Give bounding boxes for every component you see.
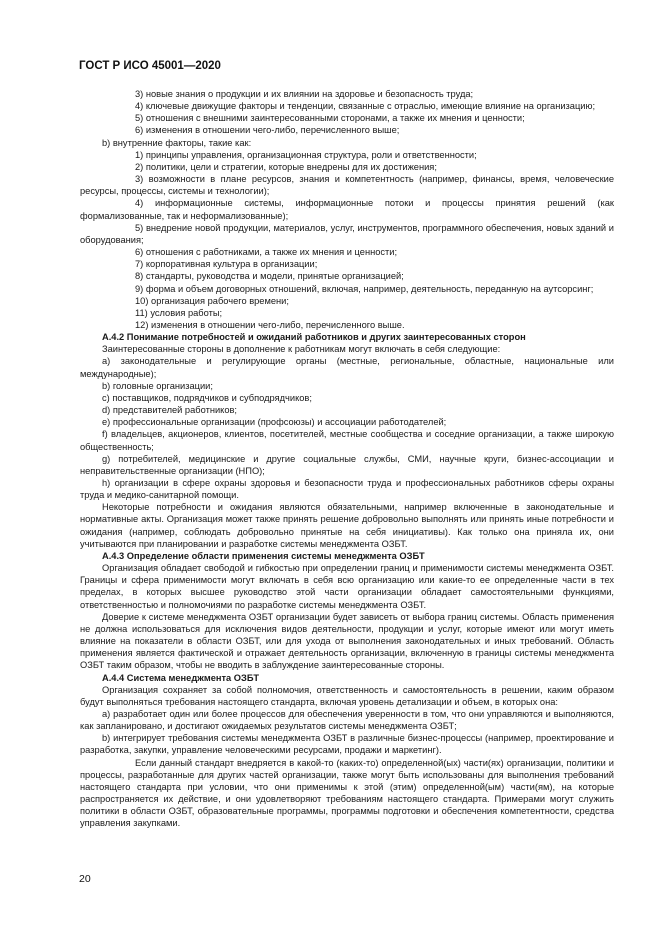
body-paragraph: g) потребителей, медицинские и другие социальные службы, СМИ, научные круги, бизнес-ассоциации и неправительственные организации (НПО); — [80, 453, 614, 476]
body-paragraph: 3) новые знания о продукции и их влиянии на здоровье и безопасность труда; — [135, 89, 474, 99]
body-paragraph: 8) стандарты, руководства и модели, принятые организацией; — [135, 271, 404, 282]
body-paragraph: c) поставщиков, подрядчиков и субподрядчиков; — [102, 392, 312, 403]
body-paragraph: 1) принципы управления, организационная структура, роли и ответственности; — [135, 149, 477, 160]
body-paragraph: 6) отношения с работниками, а также их мнения и ценности; — [135, 247, 398, 258]
body-paragraph: 5) отношения с внешними заинтересованными сторонами, а также их мнения и ценности; — [135, 113, 525, 124]
body-paragraph: b) головные организации; — [102, 380, 213, 391]
body-paragraph: Организация обладает свободой и гибкостью при определении границ и применимости системы менеджмента ОЗБТ. Границы и сфера применимости могут включать в себя всю организацию или какие-то ее определенные части в тех пределах, в которых высшее руководство этой части организации обладает самостоятельными функциями, ответственностью и полномочиями по разработке системы менеджмента ОЗБТ. — [80, 563, 614, 610]
section-heading: A.4.2 Понимание потребностей и ожиданий работников и других заинтересованных сторон — [102, 332, 526, 343]
body-paragraph: a) разработает один или более процессов для обеспечения уверенности в том, что они управляются и выполняются, как запланировано, и достигают ожидаемых результатов системы менеджмента ОЗБТ; — [80, 708, 614, 732]
page-number: 20 — [79, 873, 91, 885]
document-header-code: ГОСТ Р ИСО 45001—2020 — [79, 60, 221, 72]
body-paragraph: 11) условия работы; — [135, 307, 223, 318]
body-paragraph: Доверие к системе менеджмента ОЗБТ организации будет зависеть от выбора границ системы. Область применения не должна использоваться для исключения видов деятельности, продукции и услуг, которые имеют или могут иметь влияние на показатели в области ОЗБТ, или для ухода от выполнения законодательных и иных требований. Область применения является фактической и отражает деятельность организации, включенную в границы системы менеджмента ОЗБТ таким образом, чтобы не вводить в заблуждение заинтересованные стороны. — [80, 611, 614, 671]
body-paragraph: 6) изменения в отношении чего-либо, перечисленного выше; — [135, 125, 400, 136]
body-paragraph: 5) внедрение новой продукции, материалов, услуг, инструментов, программного обеспечения, новых зданий и оборудования; — [80, 222, 614, 245]
body-paragraph: 7) корпоративная культура в организации; — [135, 259, 318, 270]
section-heading: A.4.3 Определение области применения системы менеджмента ОЗБТ — [102, 550, 425, 561]
body-paragraph: Заинтересованные стороны в дополнение к работникам могут включать в себя следующие: — [102, 344, 501, 355]
body-paragraph: 4) ключевые движущие факторы и тенденции, связанные с отраслью, имеющие влияние на организацию; — [135, 101, 596, 112]
document-body — [80, 88, 614, 830]
body-paragraph: 9) форма и объем договорных отношений, включая, например, деятельность, переданную на аутсорсинг; — [135, 283, 594, 294]
section-heading: A.4.4 Система менеджмента ОЗБТ — [102, 672, 259, 683]
body-paragraph: 4) информационные системы, информационные потоки и процессы принятия решений (как формализованные, так и неформализованные); — [80, 198, 614, 221]
body-paragraph: b) внутренние факторы, такие как: — [102, 137, 252, 148]
body-paragraph: h) организации в сфере охраны здоровья и безопасности труда и профессиональных работников сферы охраны труда и медико-санитарной помощи. — [80, 478, 614, 501]
body-paragraph: 3) возможности в плане ресурсов, знания и компетентность (например, финансы, время, человеческие ресурсы, процессы, системы и технологии); — [80, 174, 614, 197]
body-paragraph: b) интегрирует требования системы менеджмента ОЗБТ в различные бизнес-процессы (например, проектирование и разработка, закупки, управление человеческими ресурсами, продажи и маркетинг). — [80, 733, 614, 756]
body-paragraph: e) профессиональные организации (профсоюзы) и ассоциации работодателей; — [102, 417, 447, 428]
body-paragraph: d) представителей работников; — [102, 405, 238, 416]
body-paragraph: a) законодательные и регулирующие органы (местные, региональные, областные, национальные или международные); — [80, 356, 614, 379]
body-paragraph: f) владельцев, акционеров, клиентов, посетителей, местные сообщества и соседние организации, а также широкую общественность; — [80, 429, 614, 452]
body-paragraph: 12) изменения в отношении чего-либо, перечисленного выше. — [135, 319, 405, 330]
body-paragraph: Некоторые потребности и ожидания являются обязательными, например включенные в законодательные и нормативные акты. Организация может также принять решение добровольно выполнять или принять иные потребности и ожидания (например, соблюдать добровольно принятые на себя инициативы). Как только она приняла их, они учитываются при планировании и разработке системы менеджмента ОЗБТ. — [80, 502, 614, 549]
body-paragraph: Если данный стандарт внедряется в какой-то (каких-то) определенной(ых) части(ях) организации, политики и процессы, разработанные для других частей организации, также могут быть использованы для выполнения требований настоящего стандарта при условии, что они применимы к этой (этим) определенной(ым) части(ям), на которые распространяется их действие, и они удовлетворяют требованиям настоящего стандарта. Примерами могут служить политики в области ОЗБТ, образовательные программы, программы подготовки и обеспечения компетентности, средства управления закупками. — [80, 757, 614, 829]
body-paragraph: 10) организация рабочего времени; — [135, 295, 289, 306]
body-paragraph: 2) политики, цели и стратегии, которые внедрены для их достижения; — [135, 161, 437, 172]
body-paragraph: Организация сохраняет за собой полномочия, ответственность и самостоятельность в решении, каким образом будут выполняться требования настоящего стандарта, включая уровень детализации и объем, в которых она: — [80, 684, 614, 707]
